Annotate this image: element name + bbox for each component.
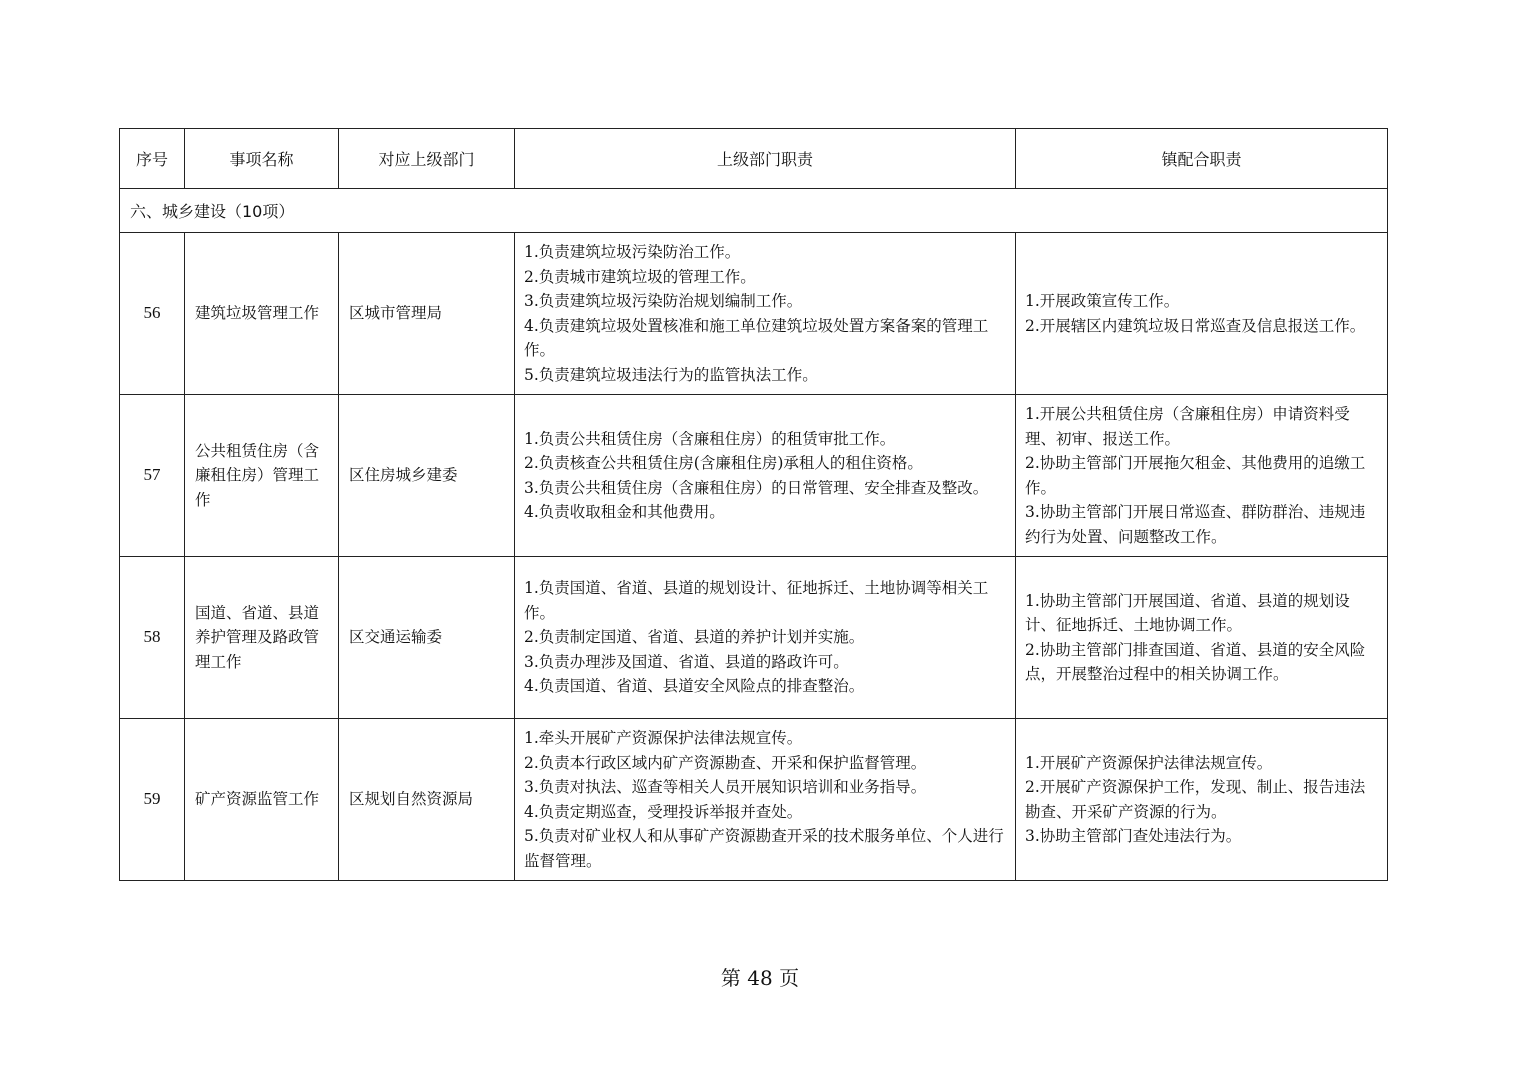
duty-line: 3.负责对执法、巡查等相关人员开展知识培训和业务指导。: [524, 778, 927, 796]
document-sheet: [119, 128, 1387, 881]
duty-line: 1.负责公共租赁住房（含廉租住房）的租赁审批工作。: [524, 429, 896, 448]
table-row: [120, 233, 1388, 395]
town-duty-line: 1.开展政策宣传工作。: [1025, 292, 1180, 310]
table-header-row: [120, 129, 1388, 189]
header-duty: 上级部门职责: [515, 129, 1016, 189]
row-number: 58: [120, 557, 185, 719]
duty-line: 5.负责建筑垃圾违法行为的监管执法工作。: [524, 365, 818, 384]
item-name: 矿产资源监管工作: [185, 719, 339, 881]
town-duty-line: 1.开展公共租赁住房（含廉租住房）申请资料受理、初审、报送工作。: [1025, 405, 1350, 448]
town-duty-line: 2.协助主管部门排查国道、省道、县道的安全风险点，开展整治过程中的相关协调工作。: [1025, 640, 1366, 683]
town-duties: [1016, 233, 1388, 395]
header-dept: 对应上级部门: [339, 129, 515, 189]
duty-line: 1.牵头开展矿产资源保护法律法规宣传。: [524, 729, 803, 747]
duty-line: 2.负责制定国道、省道、县道的养护计划并实施。: [524, 628, 865, 647]
header-no: 序号: [120, 129, 185, 189]
superior-department: 区住房城乡建委: [339, 395, 515, 557]
item-name: 建筑垃圾管理工作: [185, 233, 339, 395]
town-duties: [1016, 557, 1388, 719]
table-row: [120, 557, 1388, 719]
duty-line: 3.负责公共租赁住房（含廉租住房）的日常管理、安全排查及整改。: [524, 478, 989, 497]
town-duty-line: 2.开展矿产资源保护工作，发现、制止、报告违法勘查、开采矿产资源的行为。: [1025, 778, 1366, 821]
duty-line: 1.负责国道、省道、县道的规划设计、征地拆迁、土地协调等相关工作。: [524, 579, 989, 622]
town-duty-line: 2.开展辖区内建筑垃圾日常巡查及信息报送工作。: [1025, 316, 1366, 335]
superior-department: 区城市管理局: [339, 233, 515, 395]
town-duties: [1016, 395, 1388, 557]
duty-line: 5.负责对矿业权人和从事矿产资源勘查开采的技术服务单位、个人进行监督管理。: [524, 827, 1004, 870]
page-number: 第 48 页: [720, 966, 800, 990]
town-duty-line: 1.开展矿产资源保护法律法规宣传。: [1025, 753, 1273, 772]
town-duty-line: 1.协助主管部门开展国道、省道、县道的规划设计、征地拆迁、土地协调工作。: [1025, 591, 1350, 634]
duty-line: 2.负责城市建筑垃圾的管理工作。: [524, 267, 756, 286]
item-name: 公共租赁住房（含廉租住房）管理工作: [185, 395, 339, 557]
town-duties: [1016, 719, 1388, 881]
header-town: 镇配合职责: [1016, 129, 1388, 189]
town-duty-line: 3.协助主管部门开展日常巡查、群防群治、违规违约行为处置、问题整改工作。: [1025, 503, 1366, 546]
duty-line: 4.负责国道、省道、县道安全风险点的排查整治。: [524, 677, 865, 696]
duty-line: 4.负责收取租金和其他费用。: [524, 503, 725, 521]
duty-line: 4.负责建筑垃圾处置核准和施工单位建筑垃圾处置方案备案的管理工作。: [524, 316, 989, 359]
duty-line: 3.负责办理涉及国道、省道、县道的路政许可。: [524, 652, 849, 671]
header-name: 事项名称: [185, 129, 339, 189]
table-row: [120, 395, 1388, 557]
responsibility-table: [119, 128, 1388, 881]
table-row: [120, 719, 1388, 881]
town-duty-line: 2.协助主管部门开展拖欠租金、其他费用的追缴工作。: [1025, 454, 1366, 497]
superior-duties: [515, 233, 1016, 395]
superior-duties: [515, 719, 1016, 881]
duty-line: 2.负责核查公共租赁住房(含廉租住房)承租人的租住资格。: [524, 454, 923, 472]
duty-line: 3.负责建筑垃圾污染防治规划编制工作。: [524, 292, 803, 310]
item-name: 国道、省道、县道养护管理及路政管理工作: [185, 557, 339, 719]
duty-line: 2.负责本行政区域内矿产资源勘查、开采和保护监督管理。: [524, 753, 927, 772]
section-title: 六、城乡建设（10项）: [120, 189, 1388, 233]
duty-line: 1.负责建筑垃圾污染防治工作。: [524, 243, 741, 261]
superior-duties: [515, 557, 1016, 719]
superior-duties: [515, 395, 1016, 557]
row-number: 59: [120, 719, 185, 881]
superior-department: 区规划自然资源局: [339, 719, 515, 881]
section-row: [120, 189, 1388, 233]
row-number: 56: [120, 233, 185, 395]
row-number: 57: [120, 395, 185, 557]
superior-department: 区交通运输委: [339, 557, 515, 719]
town-duty-line: 3.协助主管部门查处违法行为。: [1025, 827, 1242, 845]
duty-line: 4.负责定期巡查，受理投诉举报并查处。: [524, 802, 803, 821]
